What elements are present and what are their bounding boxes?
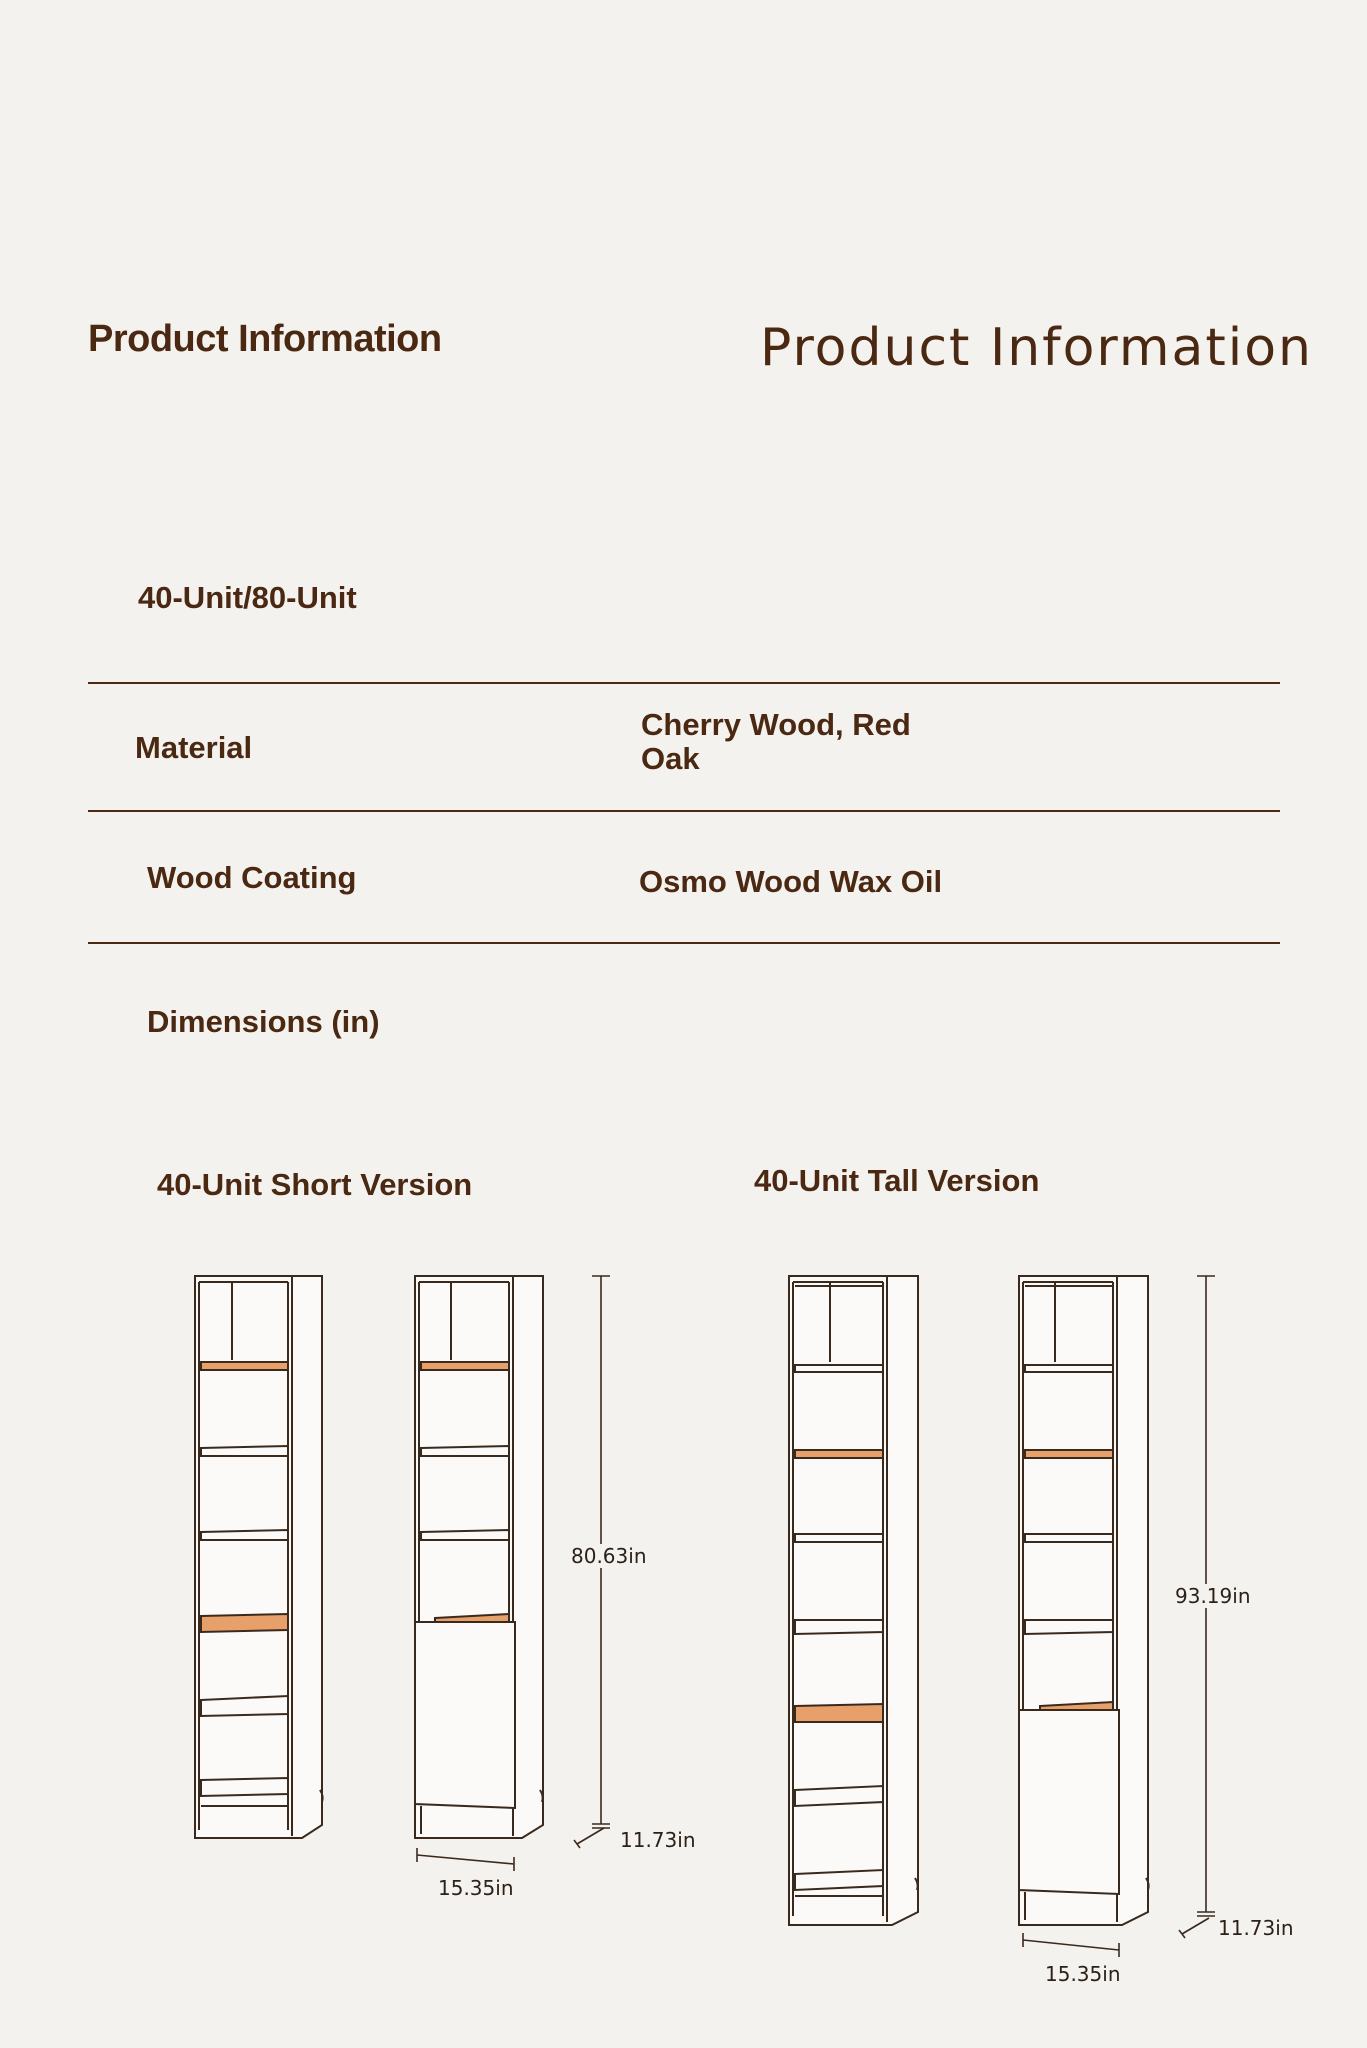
short-version-label: 40-Unit Short Version <box>157 1167 473 1202</box>
tall-height-value: 93.19in <box>1175 1584 1251 1608</box>
short-open-bookshelf-drawing <box>195 1276 323 1838</box>
tall-width-measure-line <box>1023 1933 1119 1957</box>
wood-coating-value: Osmo Wood Wax Oil <box>639 864 943 899</box>
page-title-left: Product Information <box>88 318 442 360</box>
short-door-bookshelf-drawing <box>415 1276 543 1838</box>
tall-open-bookshelf-drawing <box>789 1276 918 1925</box>
short-depth-measure-line <box>574 1828 604 1848</box>
dimensions-label: Dimensions (in) <box>147 1004 380 1039</box>
tall-version-label: 40-Unit Tall Version <box>754 1163 1040 1198</box>
tall-door-bookshelf-drawing <box>1019 1276 1149 1925</box>
tall-width-value: 15.35in <box>1045 1962 1121 1986</box>
material-value: Cherry Wood, Red Oak <box>641 707 911 776</box>
short-width-measure-line <box>417 1848 514 1871</box>
material-label: Material <box>135 730 253 765</box>
short-width-value: 15.35in <box>438 1876 514 1900</box>
product-subtitle: 40-Unit/80-Unit <box>138 580 357 615</box>
tall-depth-measure-line <box>1179 1918 1209 1938</box>
tall-depth-value: 11.73in <box>1218 1916 1294 1940</box>
wood-coating-label: Wood Coating <box>147 860 357 895</box>
short-depth-value: 11.73in <box>620 1828 696 1852</box>
short-height-value: 80.63in <box>571 1544 647 1568</box>
page-title-right: Product Information <box>760 318 1313 378</box>
